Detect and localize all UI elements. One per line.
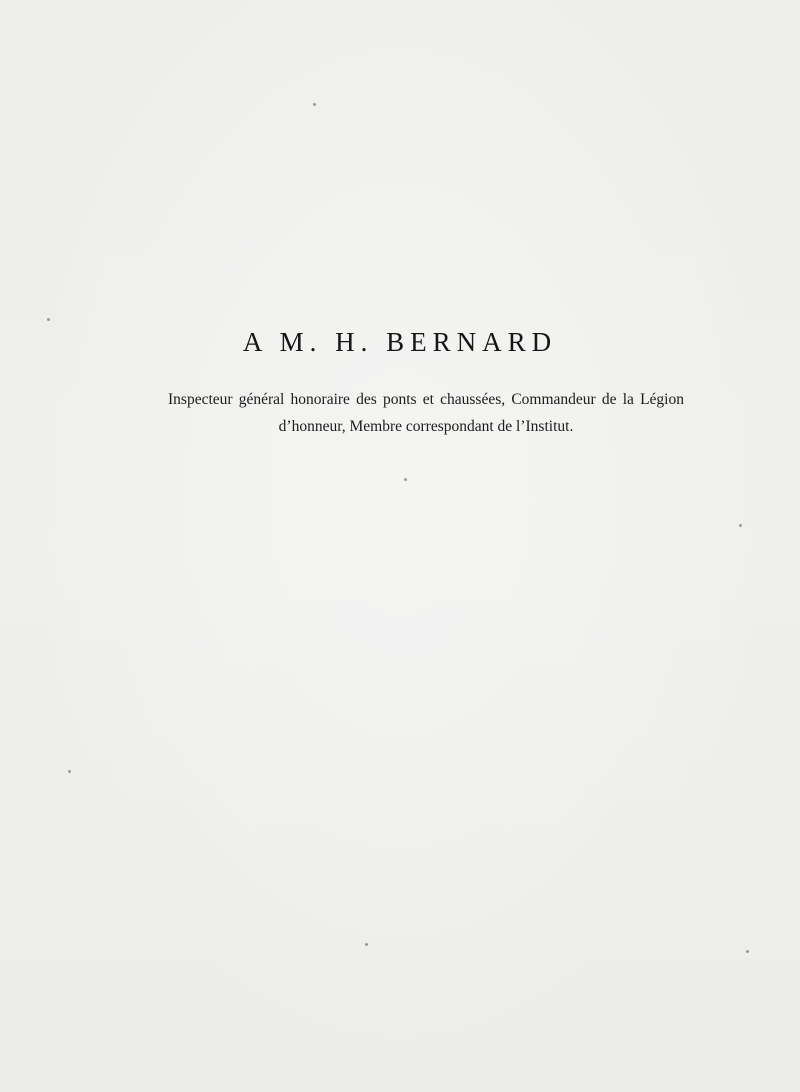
paper-speck bbox=[739, 524, 742, 527]
paper-speck bbox=[313, 103, 316, 106]
paper-speck bbox=[404, 478, 407, 481]
paper-speck bbox=[365, 943, 368, 946]
paper-speck bbox=[746, 950, 749, 953]
dedication-title: A M. H. BERNARD bbox=[242, 327, 558, 357]
dedication-description: Inspecteur général honoraire des ponts et chaussées, Commandeur de la Légion d’honneur, Membre correspondant de l’Institut. bbox=[168, 391, 684, 435]
paper-speck bbox=[68, 770, 71, 773]
paper-speck bbox=[47, 318, 50, 321]
